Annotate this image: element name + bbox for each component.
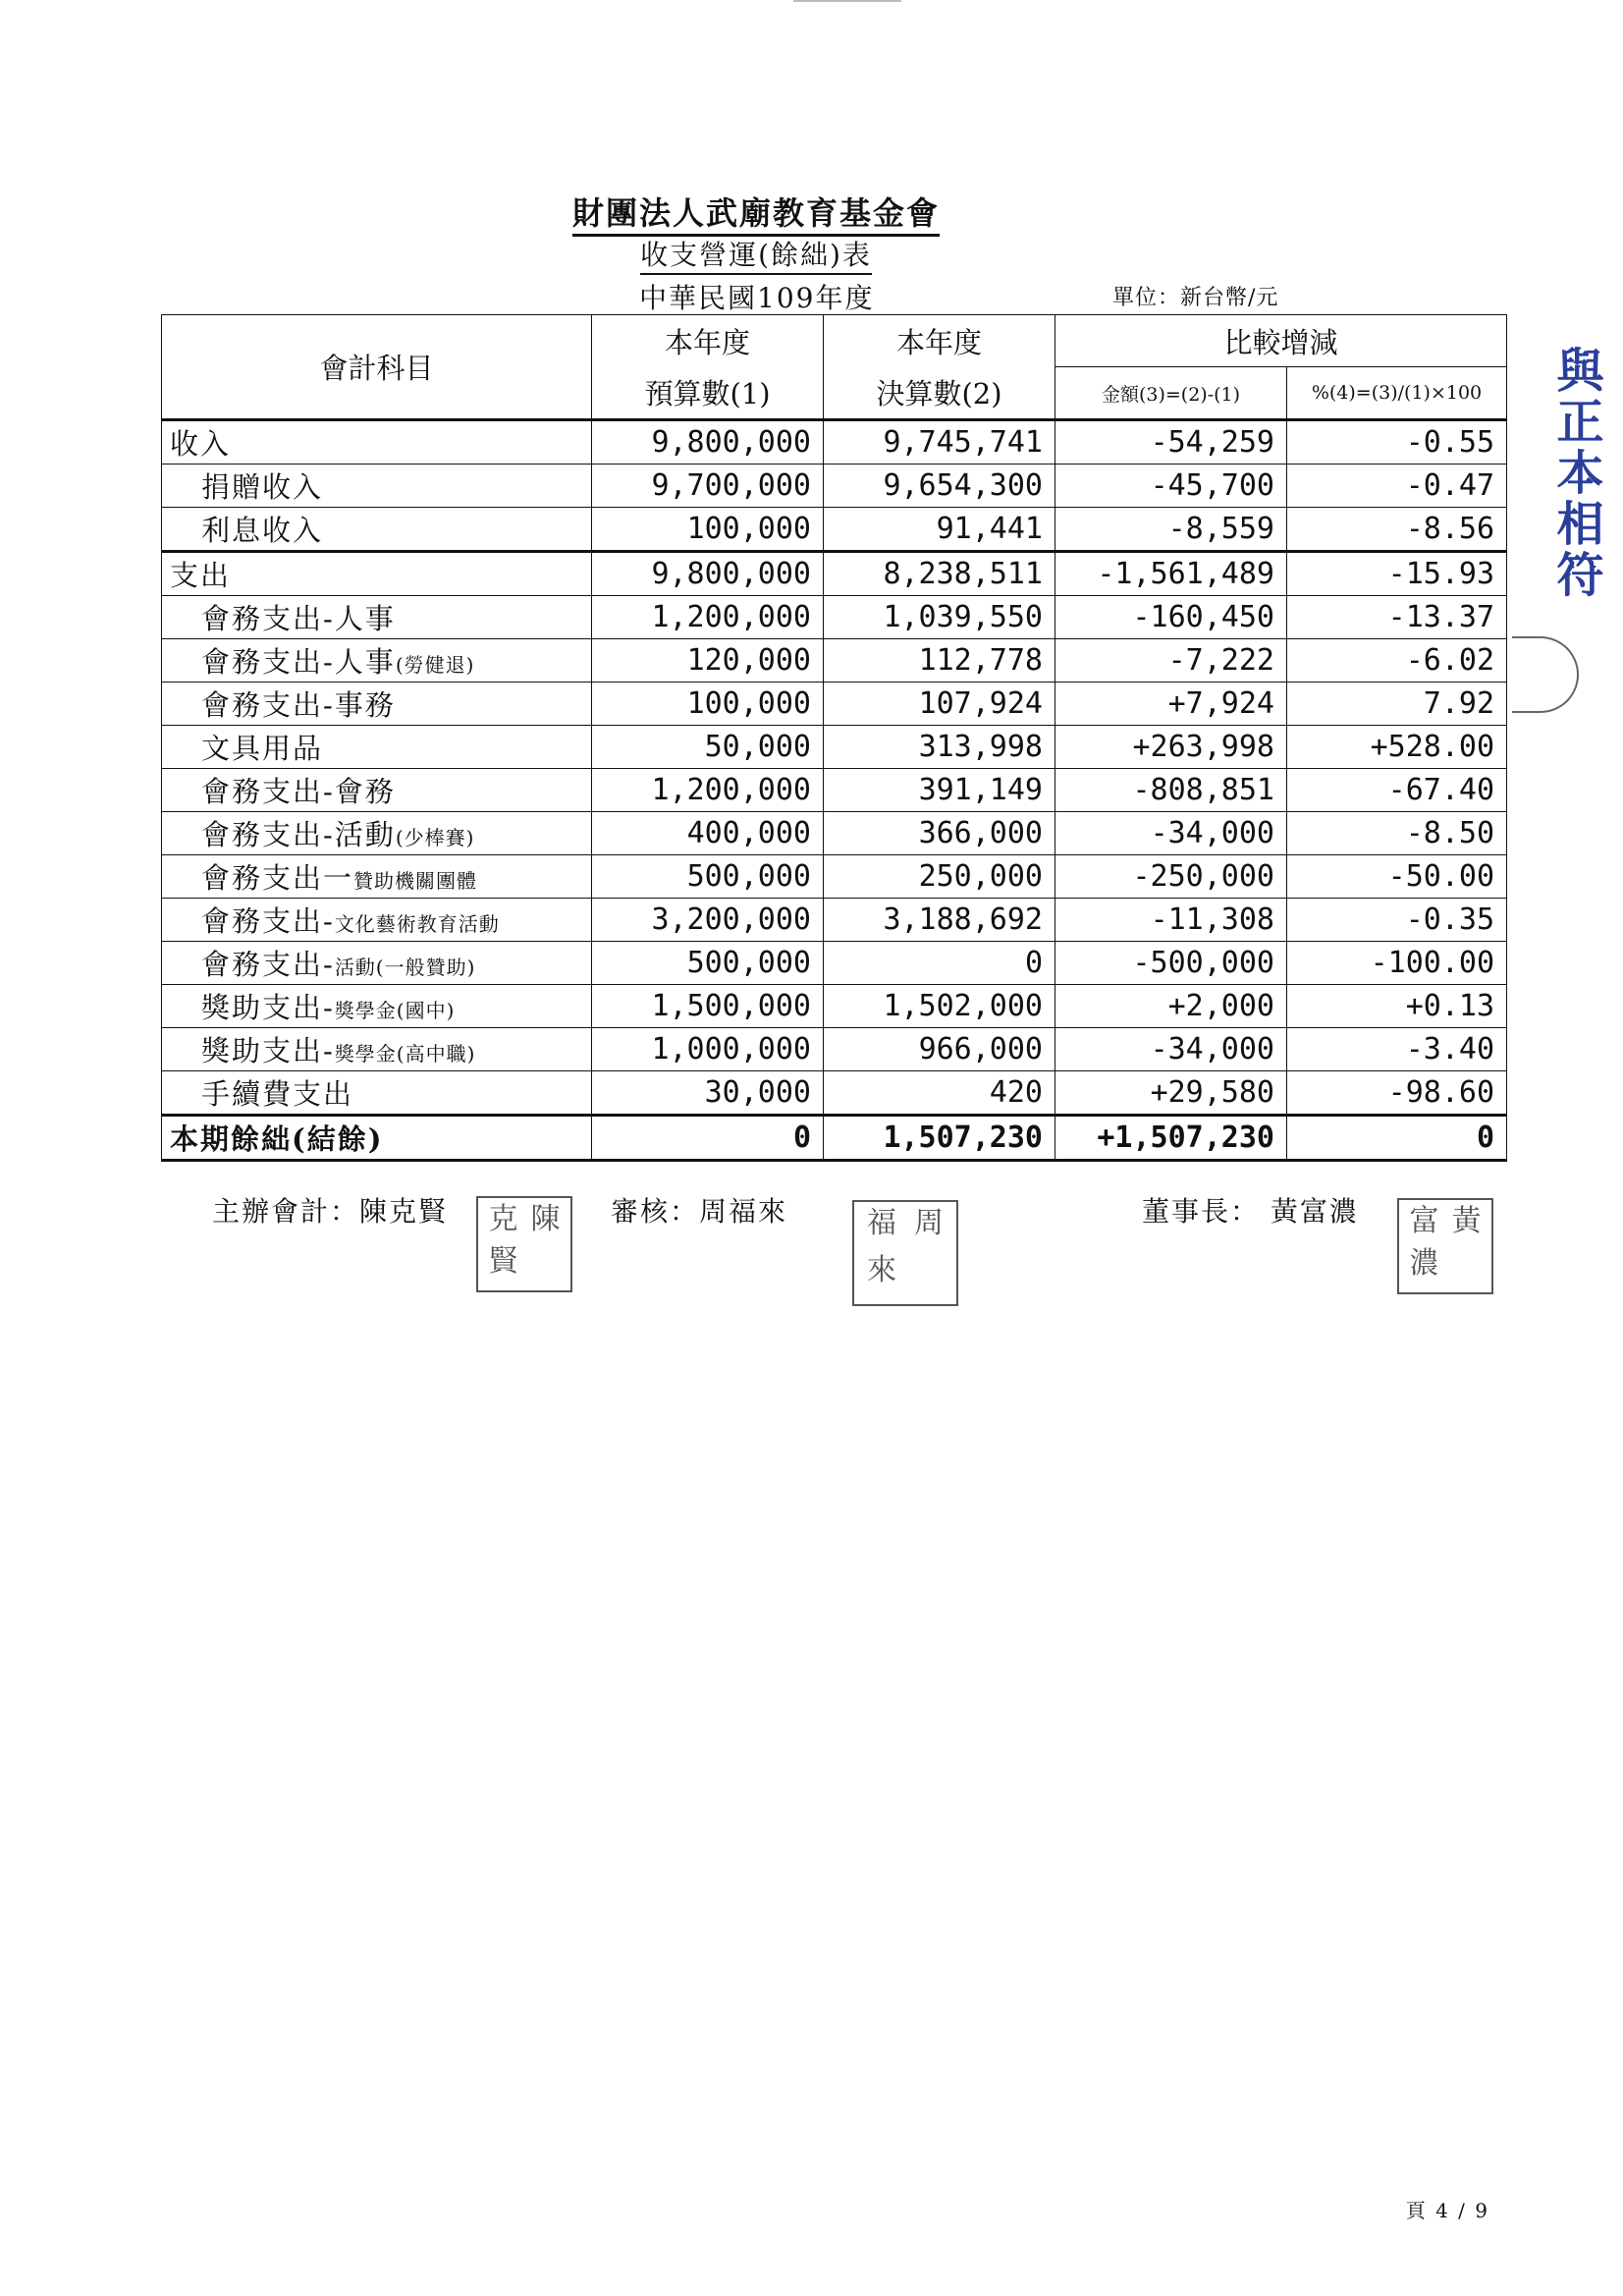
cell-budget: 9,800,000	[592, 552, 824, 596]
scan-mark	[793, 0, 901, 2]
cell-actual: 91,441	[824, 508, 1055, 552]
row-label	[162, 726, 592, 769]
cell-pct: -8.50	[1287, 812, 1507, 855]
row-label-text: 會務支出-會務	[201, 775, 396, 808]
cell-budget: 0	[592, 1116, 824, 1161]
cell-actual: 9,654,300	[824, 465, 1055, 508]
cell-actual: 107,924	[824, 683, 1055, 726]
cell-budget: 3,200,000	[592, 899, 824, 942]
row-label	[162, 1071, 592, 1116]
cell-pct: -50.00	[1287, 855, 1507, 899]
row-label	[162, 508, 592, 552]
cell-budget: 9,700,000	[592, 465, 824, 508]
table-body	[162, 420, 1507, 1161]
table-row	[162, 1028, 1507, 1071]
table-row	[162, 465, 1507, 508]
cell-pct: 7.92	[1287, 683, 1507, 726]
table-row	[162, 1071, 1507, 1116]
cell-budget: 100,000	[592, 508, 824, 552]
table-row	[162, 1116, 1507, 1161]
header-actual-bottom: 決算數(2)	[824, 367, 1055, 420]
cell-actual: 366,000	[824, 812, 1055, 855]
accountant-signature: 主辦會計：陳克賢	[212, 1195, 449, 1228]
row-label-note: 活動(一般贊助)	[334, 956, 476, 979]
cell-diff: -808,851	[1055, 769, 1287, 812]
row-label-text: 本期餘絀(結餘)	[170, 1122, 384, 1156]
row-label	[162, 596, 592, 639]
page-number: 頁 4 / 9	[1405, 2199, 1489, 2222]
cell-actual: 3,188,692	[824, 899, 1055, 942]
cell-diff: -8,559	[1055, 508, 1287, 552]
row-label	[162, 855, 592, 899]
cell-pct: -6.02	[1287, 639, 1507, 683]
cell-diff: +263,998	[1055, 726, 1287, 769]
table-row	[162, 683, 1507, 726]
cell-pct: +528.00	[1287, 726, 1507, 769]
row-label-note: (少棒賽)	[395, 826, 475, 849]
cell-diff: -11,308	[1055, 899, 1287, 942]
cell-pct: -0.47	[1287, 465, 1507, 508]
cell-diff: -500,000	[1055, 942, 1287, 985]
table-row	[162, 420, 1507, 465]
cell-diff: -7,222	[1055, 639, 1287, 683]
table-row	[162, 596, 1507, 639]
cell-pct: +0.13	[1287, 985, 1507, 1028]
auditor-seal: 福 周 來	[852, 1200, 958, 1306]
cell-budget: 1,000,000	[592, 1028, 824, 1071]
org-title: 財團法人武廟教育基金會	[0, 189, 1512, 234]
certified-copy-stamp: 與正本相符	[1548, 346, 1603, 601]
cell-budget: 500,000	[592, 855, 824, 899]
cell-pct: -13.37	[1287, 596, 1507, 639]
cell-diff: -54,259	[1055, 420, 1287, 465]
cell-diff: -34,000	[1055, 1028, 1287, 1071]
table-row	[162, 812, 1507, 855]
cell-diff: +7,924	[1055, 683, 1287, 726]
header-budget-bottom: 預算數(1)	[592, 367, 824, 420]
row-label	[162, 769, 592, 812]
cell-actual: 1,507,230	[824, 1116, 1055, 1161]
cell-diff: +29,580	[1055, 1071, 1287, 1116]
cell-pct: 0	[1287, 1116, 1507, 1161]
row-label	[162, 639, 592, 683]
row-label	[162, 1028, 592, 1071]
cell-pct: -100.00	[1287, 942, 1507, 985]
cell-budget: 30,000	[592, 1071, 824, 1116]
row-label-text: 捐贈收入	[201, 470, 324, 504]
cell-budget: 400,000	[592, 812, 824, 855]
row-label-text: 利息收入	[201, 514, 324, 547]
report-title: 收支營運(餘絀)表	[0, 234, 1512, 273]
cell-budget: 100,000	[592, 683, 824, 726]
cell-diff: -45,700	[1055, 465, 1287, 508]
cell-budget: 1,200,000	[592, 596, 824, 639]
cell-actual: 420	[824, 1071, 1055, 1116]
row-label-note: 文化藝術教育活動	[334, 912, 500, 936]
row-label-note: 贊助機關團體	[353, 869, 478, 893]
cell-actual: 1,502,000	[824, 985, 1055, 1028]
fiscal-year: 中華民國109年度	[639, 282, 875, 314]
cell-diff: +2,000	[1055, 985, 1287, 1028]
row-label	[162, 942, 592, 985]
cell-actual: 8,238,511	[824, 552, 1055, 596]
cell-pct: -3.40	[1287, 1028, 1507, 1071]
row-label	[162, 420, 592, 465]
cell-budget: 9,800,000	[592, 420, 824, 465]
cell-pct: -8.56	[1287, 508, 1507, 552]
row-label	[162, 683, 592, 726]
table-row	[162, 552, 1507, 596]
row-label-text: 會務支出-人事	[201, 602, 396, 635]
row-label-text: 會務支出-	[201, 948, 335, 981]
table-row	[162, 508, 1507, 552]
cell-pct: -0.55	[1287, 420, 1507, 465]
cell-diff: -250,000	[1055, 855, 1287, 899]
row-label	[162, 985, 592, 1028]
header-diff: 金額(3)=(2)-(1)	[1055, 367, 1287, 420]
cell-diff: -1,561,489	[1055, 552, 1287, 596]
row-label-text: 會務支出一	[201, 861, 354, 895]
handwritten-mark	[1512, 636, 1579, 713]
row-label-note: 獎學金(國中)	[334, 999, 456, 1022]
cell-diff: +1,507,230	[1055, 1116, 1287, 1161]
row-label	[162, 812, 592, 855]
table-row	[162, 726, 1507, 769]
header-row-1	[162, 315, 1507, 367]
accountant-seal: 克 陳 賢	[476, 1196, 572, 1292]
table-row	[162, 942, 1507, 985]
row-label	[162, 899, 592, 942]
row-label-note: 獎學金(高中職)	[334, 1042, 476, 1066]
row-label-text: 獎助支出-	[201, 1034, 335, 1067]
cell-actual: 966,000	[824, 1028, 1055, 1071]
header-budget-top: 本年度	[592, 315, 824, 367]
table-row	[162, 985, 1507, 1028]
header-pct: %(4)=(3)/(1)×100	[1287, 367, 1507, 420]
row-label-text: 收入	[170, 427, 232, 461]
cell-pct: -67.40	[1287, 769, 1507, 812]
row-label-text: 獎助支出-	[201, 991, 335, 1024]
cell-pct: -15.93	[1287, 552, 1507, 596]
row-label-text: 會務支出-人事	[201, 645, 396, 679]
row-label-note: (勞健退)	[395, 653, 475, 677]
cell-pct: -98.60	[1287, 1071, 1507, 1116]
row-label-text: 支出	[170, 559, 232, 592]
currency-unit: 單位：新台幣/元	[1112, 286, 1279, 310]
chairman-seal: 富 黃 濃	[1397, 1198, 1493, 1294]
cell-budget: 500,000	[592, 942, 824, 985]
row-label-text: 會務支出-活動	[201, 818, 396, 851]
header-account: 會計科目	[162, 315, 592, 420]
row-label-text: 文具用品	[201, 732, 324, 765]
cell-actual: 313,998	[824, 726, 1055, 769]
row-label	[162, 1116, 592, 1161]
row-label-text: 手續費支出	[201, 1077, 354, 1111]
header-actual-top: 本年度	[824, 315, 1055, 367]
table-row	[162, 639, 1507, 683]
chairman-signature: 董事長： 黃富濃	[1142, 1195, 1359, 1228]
cell-actual: 9,745,741	[824, 420, 1055, 465]
row-label-text: 會務支出-	[201, 904, 335, 938]
table-row	[162, 855, 1507, 899]
cell-actual: 1,039,550	[824, 596, 1055, 639]
table-row	[162, 899, 1507, 942]
cell-budget: 1,500,000	[592, 985, 824, 1028]
row-label	[162, 552, 592, 596]
cell-diff: -34,000	[1055, 812, 1287, 855]
cell-pct: -0.35	[1287, 899, 1507, 942]
row-label-text: 會務支出-事務	[201, 688, 396, 722]
cell-actual: 391,149	[824, 769, 1055, 812]
cell-actual: 112,778	[824, 639, 1055, 683]
cell-actual: 250,000	[824, 855, 1055, 899]
row-label	[162, 465, 592, 508]
cell-budget: 50,000	[592, 726, 824, 769]
auditor-signature: 審核：周福來	[611, 1195, 788, 1228]
cell-budget: 1,200,000	[592, 769, 824, 812]
cell-diff: -160,450	[1055, 596, 1287, 639]
header-compare: 比較增減	[1055, 315, 1507, 367]
cell-actual: 0	[824, 942, 1055, 985]
table-row	[162, 769, 1507, 812]
cell-budget: 120,000	[592, 639, 824, 683]
income-statement-table	[161, 314, 1507, 1162]
